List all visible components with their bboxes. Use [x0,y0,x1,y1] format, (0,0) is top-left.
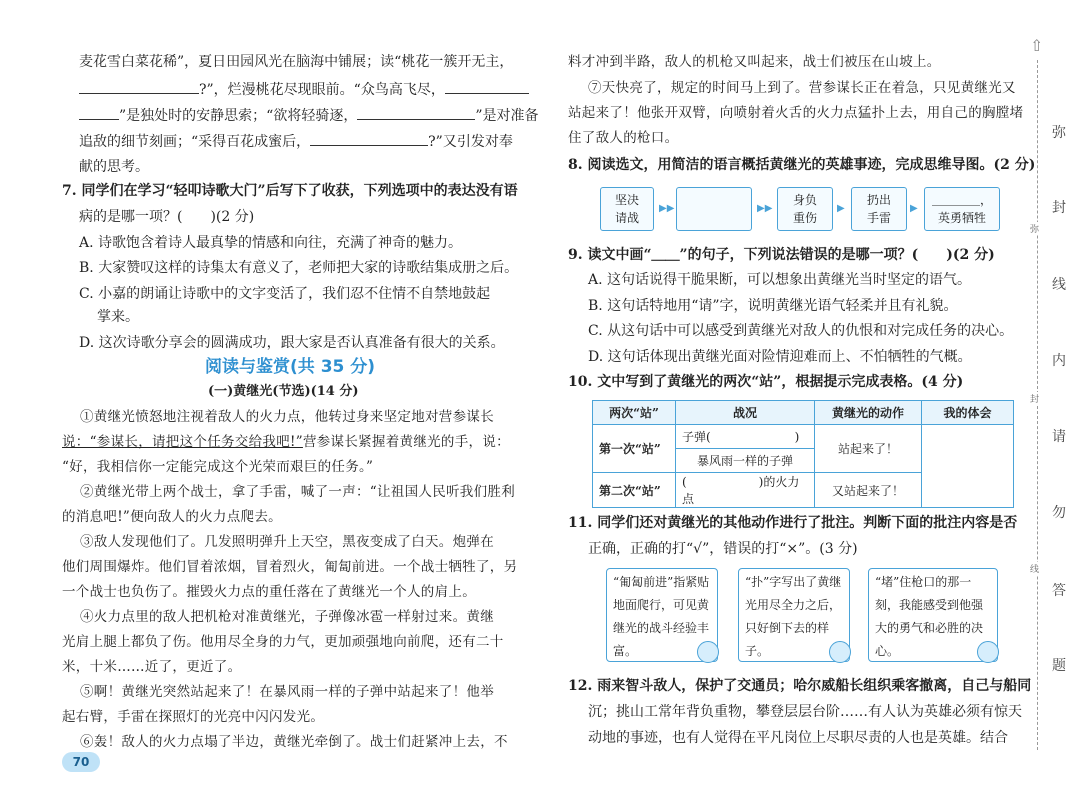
section-title: 阅读与鉴赏(共 35 分) [205,357,376,377]
table-cell-blank[interactable]: ( )的火力点 [676,473,815,508]
question-12: 12. 雨来智斗敌人，保护了交通员；哈尔威船长组织乘客撤离，自己与船同 [568,678,1032,694]
passage-p5: ⑤啊！黄继光突然站起来了！在暴风雨一样的子弹中站起来了！他举 [80,684,494,700]
question-9: 9. 读文中画“＿＿”的句子，下列说法错误的是哪一项？( )(2 分) [568,247,995,263]
seal-char: 线 [1052,277,1066,293]
answer-circle[interactable] [977,641,999,663]
arrow-icon: ▶▶ [659,203,675,214]
question-11: 11. 同学们还对黄继光的其他动作进行了批注。判断下面的批注内容是否 [568,515,1018,531]
passage-p1: ①黄继光愤怒地注视着敌人的火力点，他转过身来坚定地对营参谋长 [80,409,494,425]
left-page [0,0,539,785]
passage-p6: ⑥轰！敌人的火力点塌了半边，黄继光牵倒了。战士们赶紧冲上去，不 [80,734,508,750]
seal-small-char: 弥 [1030,222,1039,235]
passage-p3: ③敌人发现他们了。几发照明弹升上天空，黑夜变成了白天。炮弹在 [80,534,494,550]
seal-char: 题 [1052,658,1066,674]
answer-blank[interactable] [357,105,475,120]
answer-blank[interactable] [310,131,428,146]
question-7: 7. 同学们在学习“轻叩诗歌大门”后写下了收获，下列选项中的表达没有语 [62,183,518,199]
table-cell: 暴风雨一样的子弹 [676,449,815,473]
seal-small-char: 线 [1030,562,1039,575]
table-row-label: 第二次“站” [593,473,676,508]
passage-p2: ②黄继光带上两个战士，拿了手雷，喊了一声：“让祖国人民听我们胜利 [80,484,516,500]
table-header: 我的体会 [922,401,1014,425]
flow-step-5[interactable]: ＿＿＿＿， 英勇牺牲 [924,187,1000,231]
table-row-label: 第一次“站” [593,425,676,473]
option-a[interactable]: A. 诗歌饱含着诗人最真挚的情感和向往，充满了神奇的魅力。 [79,235,463,251]
poem-line-5: 献的思考。 [79,159,149,175]
passage-p1-line3: “好，我相信你一定能完成这个光荣而艰巨的任务。” [62,459,374,475]
underlined-sentence: 说：“参谋长，请把这个任务交给我吧!” [62,434,303,450]
passage-p3-line2: 他们周围爆炸。他们冒着浓烟，冒着烈火，匍匐前进。一个战士牺牲了，另 [62,559,518,575]
passage-p7-line2: 站起来了！他张开双臂，向喷射着火舌的火力点猛扑上去，用自己的胸膛堵 [568,105,1024,121]
table-cell: 站起来了！ [815,425,922,473]
q9-option-b[interactable]: B. 这句话特地用“请”字，说明黄继光语气轻柔并且有礼貌。 [588,298,958,314]
stand-table [592,400,1014,508]
answer-blank[interactable] [79,105,119,120]
passage-p6-cont: 料才冲到半路，敌人的机枪又叫起来，战士们被压在山坡上。 [568,54,941,70]
seal-char: 请 [1052,429,1066,445]
annotation-card-2: “扑”字写出了黄继光用尽全力之后，只好倒下去的样子。 [738,568,850,662]
option-c[interactable]: C. 小嘉的朗诵让诗歌中的文字变活了，我们忍不住情不自禁地鼓起 [79,286,491,302]
q9-option-d[interactable]: D. 这句话体现出黄继光面对险情迎难而上、不怕牺牲的气概。 [588,349,972,365]
flow-step-4: 扔出 手雷 [851,187,907,231]
option-d[interactable]: D. 这次诗歌分享会的圆满成功，跟大家是否认真准备有很大的关系。 [79,335,505,351]
passage-p4: ④火力点里的敌人把机枪对准黄继光，子弹像冰雹一样射过来。黄继 [80,609,494,625]
passage-p7: ⑦天快亮了，规定的时间马上到了。营参谋长正在着急，只见黄继光又 [588,80,1016,96]
arrow-icon: ▶ [910,203,918,214]
passage-p3-line3: 一个战士也负伤了。摧毁火力点的重任落在了黄继光一个人的肩上。 [62,584,476,600]
poem-line-3: ”是独处时的安静思索；“欲将轻骑逐， ”是对准备 [79,105,539,126]
arrow-icon: ▶▶ [757,203,773,214]
seal-char: 勿 [1052,505,1066,521]
arrow-icon: ▶ [837,203,845,214]
seal-char: 封 [1052,200,1066,216]
poem-line-1: 麦花雪白菜花稀”，夏日田园风光在脑海中铺展；读“桃花一簇开无主， [79,54,514,70]
question-11-line2: 正确，正确的打“√”，错误的打“×”。(3 分) [588,541,858,557]
q9-option-a[interactable]: A. 这句话说得干脆果断，可以想象出黄继光当时坚定的语气。 [588,272,972,288]
annotation-card-1: “匍匐前进”指紧贴地面爬行，可见黄继光的战斗经验丰富。 [606,568,718,662]
seal-char: 内 [1052,353,1066,369]
poem-line-4: 追敌的细节刻画；“采得百花成蜜后， ?”又引发对奉 [79,131,513,152]
passage-p2-line2: 的消息吧!”便向敌人的火力点爬去。 [62,509,282,525]
table-cell: 又站起来了！ [815,473,922,508]
passage-title: (一)黄继光(节选)(14 分) [208,384,359,399]
option-b[interactable]: B. 大家赞叹这样的诗集太有意义了，老师把大家的诗歌结集成册之后。 [79,260,519,276]
question-8: 8. 阅读选文，用简洁的语言概括黄继光的英雄事迹，完成思维导图。(2 分) [568,157,1036,173]
table-header: 黄继光的动作 [815,401,922,425]
table-cell-answer[interactable] [922,425,1014,508]
table-header: 战况 [676,401,815,425]
option-c-cont: 掌来。 [97,309,139,325]
annotation-card-3: “堵”住枪口的那一刻，我能感受到他强大的勇气和必胜的决心。 [868,568,998,662]
question-12-line3: 动地的事迹，也有人觉得在平凡岗位上尽职尽责的人也是英雄。结合 [588,730,1008,746]
flow-step-1: 坚决 请战 [600,187,654,231]
answer-blank[interactable] [445,79,529,94]
answer-blank[interactable] [79,79,199,94]
table-header: 两次“站” [593,401,676,425]
question-10: 10. 文中写到了黄继光的两次“站”，根据提示完成表格。(4 分) [568,374,964,390]
table-cell-blank[interactable]: 子弹( ) [676,425,815,449]
passage-p4-line3: 米，十米……近了，更近了。 [62,659,242,675]
seal-small-char: 封 [1030,392,1039,405]
seal-line [1037,60,1038,750]
seal-char: 弥 [1052,125,1066,141]
seal-char: 答 [1052,583,1066,599]
poem-line-2: ?”，烂漫桃花尽现眼前。“众鸟高飞尽， [79,79,529,100]
passage-p4-line2: 光肩上腿上都负了伤。他用尽全身的力气，更加顽强地向前爬，还有二十 [62,634,504,650]
flow-step-2-blank[interactable] [676,187,752,231]
passage-p5-line2: 起右臂，手雷在探照灯的光亮中闪闪发光。 [62,709,325,725]
passage-p7-line3: 住了敌人的枪口。 [568,130,679,146]
question-7-line2: 病的是哪一项？( )(2 分) [79,209,255,225]
passage-p1-line2: 说：“参谋长，请把这个任务交给我吧!”营参谋长紧握着黄继光的手，说： [62,434,510,450]
q9-option-c[interactable]: C. 从这句话中可以感受到黄继光对敌人的仇恨和对完成任务的决心。 [588,323,1014,339]
rocket-icon: ⇧ [1030,36,1044,55]
page-number: 70 [62,752,100,772]
flow-step-3: 身负 重伤 [777,187,833,231]
answer-circle[interactable] [697,641,719,663]
question-12-line2: 沉；挑山工常年背负重物，攀登层层台阶……有人认为英雄必须有惊天 [588,704,1022,720]
answer-circle[interactable] [829,641,851,663]
